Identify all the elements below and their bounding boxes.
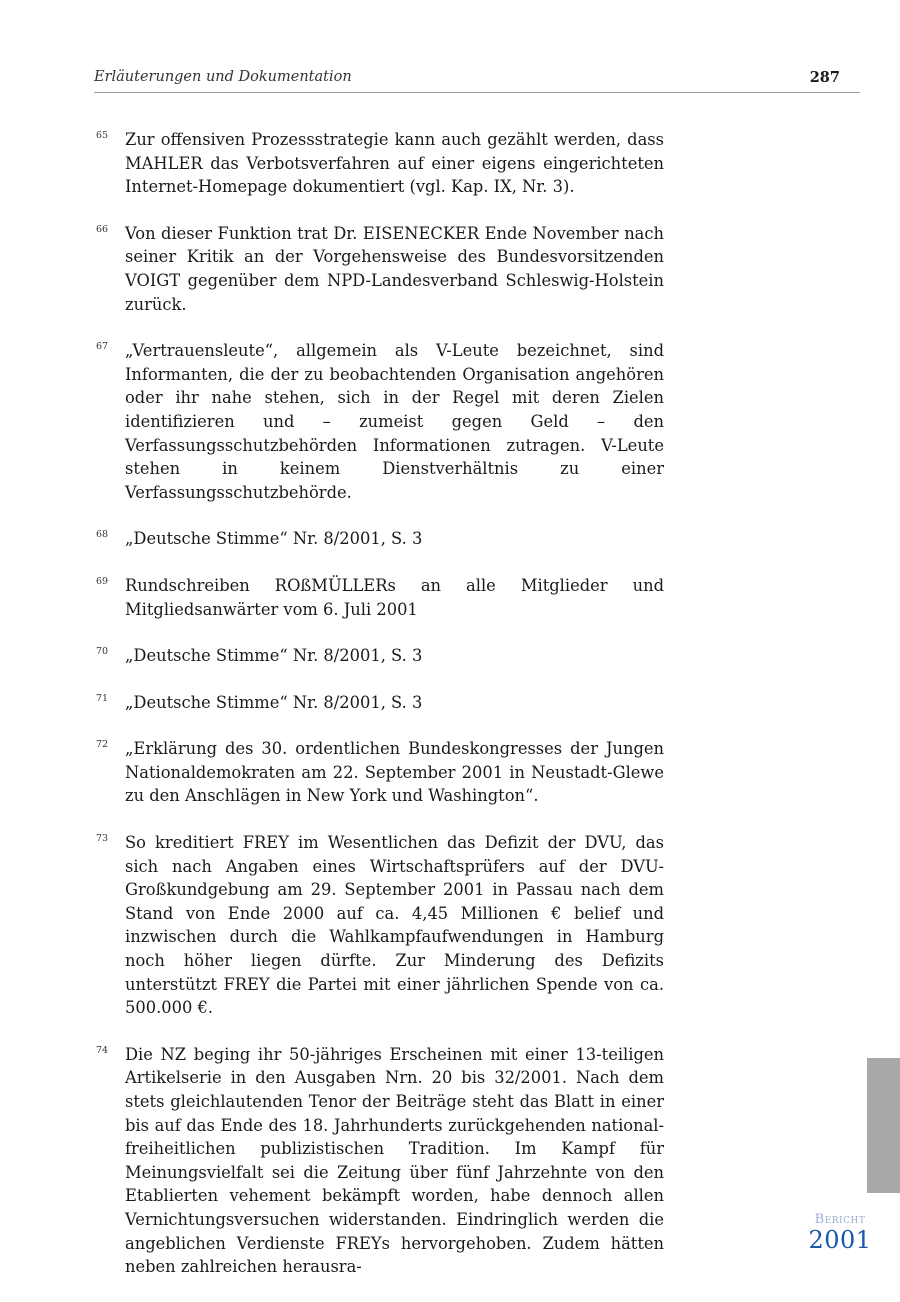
footnote-text: „Erklärung des 30. ordentlichen Bundeskongresses der Jungen Nationaldemokraten am 22. September 2001 in Neustadt-Glewe zu den Anschlägen in New York und Washington“.	[125, 739, 664, 806]
footnote-text: „Deutsche Stimme“ Nr. 8/2001, S. 3	[125, 692, 423, 712]
footnote-67	[94, 339, 664, 504]
footnote-text: So kreditiert FREY im Wesentlichen das Defizit der DVU, das sich nach Angaben eines Wirtschaftsprüfers auf der DVU-Großkundgebung am 29. September 2001 in Passau nach dem Stand von Ende 2000 auf ca. 4,45 Millionen € belief und inzwischen durch die Wahlkampfaufwendungen in Hamburg noch höher liegen dürfte. Zur Minderung des Defizits unterstützt FREY die Partei mit einer jährlichen Spende von ca. 500.000 €.	[125, 833, 664, 1018]
footnote-number: 71	[96, 692, 109, 704]
page-number: 287	[809, 69, 840, 86]
footnote-text: Die NZ beging ihr 50-jähriges Erscheinen mit einer 13-teiligen Artikelserie in den Ausgaben Nrn. 20 bis 32/2001. Nach dem stets gleichlautenden Tenor der Beiträge steht das Blatt in einer bis auf das Ende des 18. Jahrhunderts zurückgehenden national-freiheitlichen publizistischen Tradition. Im Kampf für Meinungsvielfalt sei die Zeitung über fünf Jahrzehnte von den Etablierten vehement bekämpft worden, habe dennoch allen Vernichtungsversuchen widerstanden. Eindringlich werden die angeblichen Verdienste FREYs hervorgehoben. Zudem hätten neben zahlreichen herausra-	[125, 1044, 664, 1277]
footnote-text: Von dieser Funktion trat Dr. EISENECKER Ende November nach seiner Kritik an der Vorgehensweise des Bundesvorsitzenden VOIGT gegenüber dem NPD-Landesverband Schleswig-Holstein zurück.	[125, 223, 664, 314]
footnote-70	[94, 644, 664, 668]
header-title: Erläuterungen und Dokumentation	[94, 69, 352, 85]
footnote-number: 73	[96, 833, 109, 845]
footnote-number: 74	[96, 1044, 109, 1056]
footnote-text: Zur offensiven Prozessstrategie kann auch gezählt werden, dass MAHLER das Verbotsverfahren auf einer eigens eingerichteten Internet-Homepage dokumentiert (vgl. Kap. IX, Nr. 3).	[125, 130, 664, 197]
footnote-number: 69	[96, 575, 109, 587]
footnote-69	[94, 574, 664, 621]
footnote-number: 68	[96, 529, 109, 541]
footnote-list	[94, 128, 664, 1302]
footnote-text: „Deutsche Stimme“ Nr. 8/2001, S. 3	[125, 529, 423, 549]
footnote-text: „Deutsche Stimme“ Nr. 8/2001, S. 3	[125, 646, 423, 666]
footnote-number: 72	[96, 739, 109, 751]
chapter-side-tab	[867, 1058, 900, 1193]
logo-word: Bericht	[814, 1212, 866, 1227]
footnote-66	[94, 222, 664, 316]
footnote-number: 65	[96, 130, 109, 141]
footnote-text: „Vertrauensleute“, allgemein als V-Leute bezeichnet, sind Informanten, die der zu beobachtenden Organisation angehören oder ihr nahe stehen, sich in der Regel mit deren Zielen identifizieren und – zumeist gegen Geld – den Verfassungsschutzbehörden Informationen zutragen. V-Leute stehen in keinem Dienstverhältnis zu einer Verfassungsschutzbehörde.	[125, 341, 664, 502]
footnote-68	[94, 527, 664, 551]
footnote-74	[94, 1043, 664, 1279]
footnote-65	[94, 128, 664, 199]
footnote-72	[94, 737, 664, 808]
footnote-number: 70	[96, 646, 109, 658]
running-header	[94, 68, 860, 93]
footnote-71	[94, 691, 664, 715]
bericht-2001-logo	[800, 1212, 880, 1252]
footnote-73	[94, 831, 664, 1020]
footnote-text: Rundschreiben ROßMÜLLERs an alle Mitglieder und Mitgliedsanwärter vom 6. Juli 2001	[125, 575, 664, 619]
logo-year: 2001	[808, 1226, 872, 1254]
footnote-number: 67	[96, 341, 109, 353]
footnote-number: 66	[96, 223, 109, 235]
